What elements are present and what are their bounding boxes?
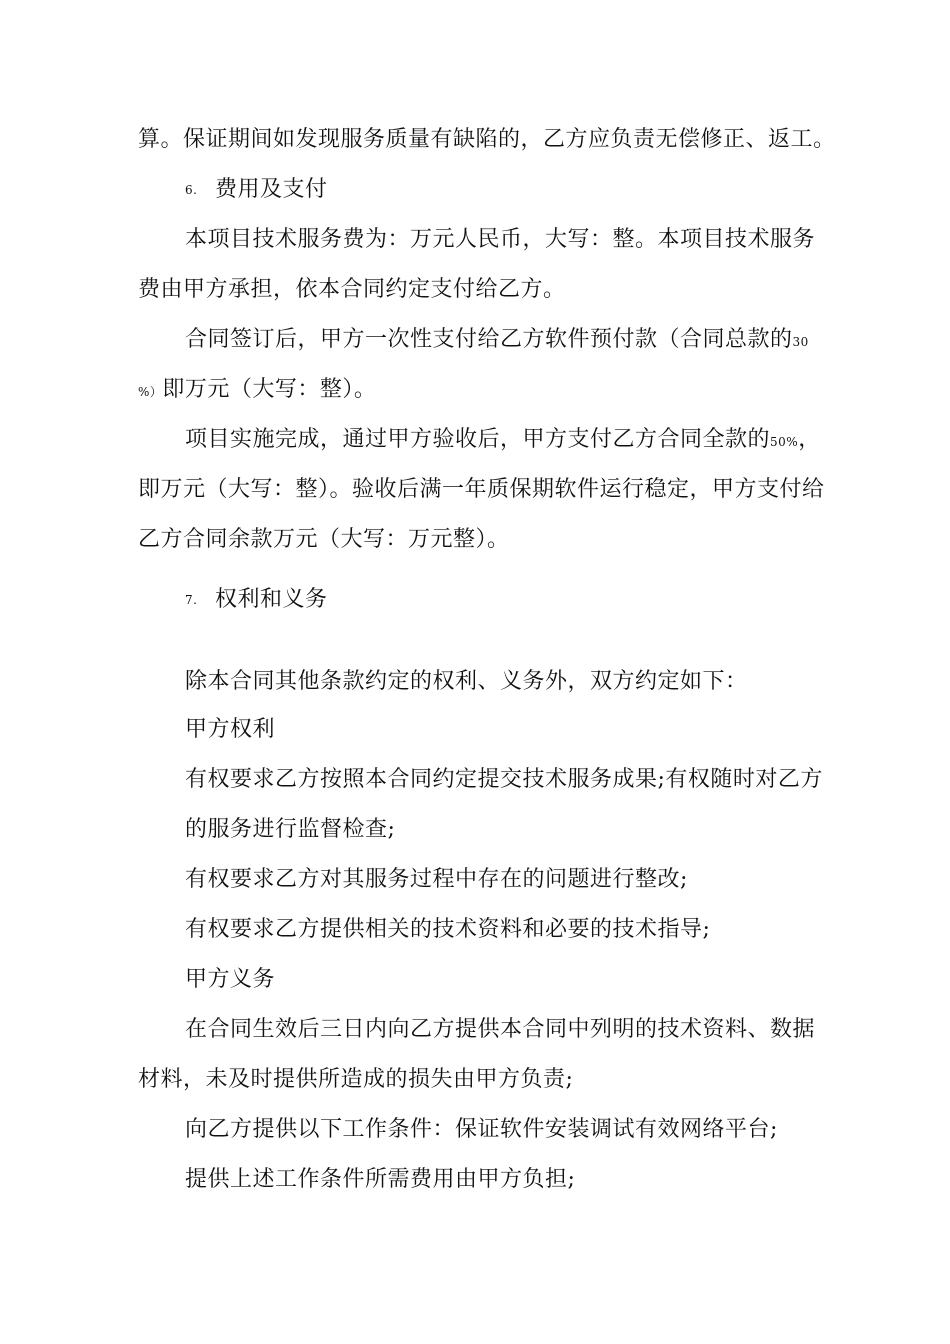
paragraph-line: 提供上述工作条件所需费用由甲方负担; xyxy=(185,1167,576,1192)
paragraph-line xyxy=(185,425,821,457)
paragraph-line: 乙方合同余款万元（大写：万元整）。 xyxy=(138,527,510,552)
paragraph-line xyxy=(138,375,376,407)
section-title: 权利和义务 xyxy=(215,587,328,612)
paragraph-line: 即万元（大写：整）。验收后满一年质保期软件运行稳定，甲方支付给 xyxy=(138,477,825,502)
paragraph-line: 有权要求乙方提供相关的技术资料和必要的技术指导; xyxy=(185,917,711,942)
subheading: 甲方义务 xyxy=(185,967,276,992)
paragraph-text: 项目实施完成，通过甲方验收后，甲方支付乙方合同全款的 xyxy=(185,427,771,452)
subheading: 甲方权利 xyxy=(185,717,276,742)
paragraph-text: 即万元（大写：整）。 xyxy=(162,377,377,402)
section-heading-7 xyxy=(185,585,328,615)
section-number: 7. xyxy=(185,593,198,607)
paragraph-line: 有权要求乙方对其服务过程中存在的问题进行整改; xyxy=(185,867,688,892)
paragraph-line: 费由甲方承担，依本合同约定支付给乙方。 xyxy=(138,277,566,302)
paragraph-line: 向乙方提供以下工作条件：保证软件安装调试有效网络平台; xyxy=(185,1117,778,1142)
paragraph-line: 材料，未及时提供所造成的损失由甲方负责; xyxy=(138,1067,574,1092)
paragraph-line xyxy=(185,325,809,357)
percent-sign: %） xyxy=(138,385,163,399)
paragraph-text: ， xyxy=(798,427,821,452)
percent-value: 50% xyxy=(770,435,799,449)
section-heading-6 xyxy=(185,175,328,205)
paragraph-line: 在合同生效后三日内向乙方提供本合同中列明的技术资料、数据 xyxy=(185,1017,816,1042)
section-number: 6. xyxy=(185,183,198,197)
paragraph-line: 算。保证期间如发现服务质量有缺陷的，乙方应负责无偿修正、返工。 xyxy=(138,127,836,152)
percent-value: 30 xyxy=(792,335,809,349)
section-title: 费用及支付 xyxy=(215,177,328,202)
paragraph-line: 除本合同其他条款约定的权利、义务外，双方约定如下： xyxy=(185,669,748,694)
paragraph-line: 本项目技术服务费为：万元人民币，大写：整。本项目技术服务 xyxy=(185,227,816,252)
paragraph-line: 的服务进行监督检查; xyxy=(185,817,396,842)
paragraph-text: 合同签订后，甲方一次性支付给乙方软件预付款（合同总款的 xyxy=(185,327,793,352)
paragraph-line: 有权要求乙方按照本合同约定提交技术服务成果;有权随时对乙方 xyxy=(185,767,823,792)
